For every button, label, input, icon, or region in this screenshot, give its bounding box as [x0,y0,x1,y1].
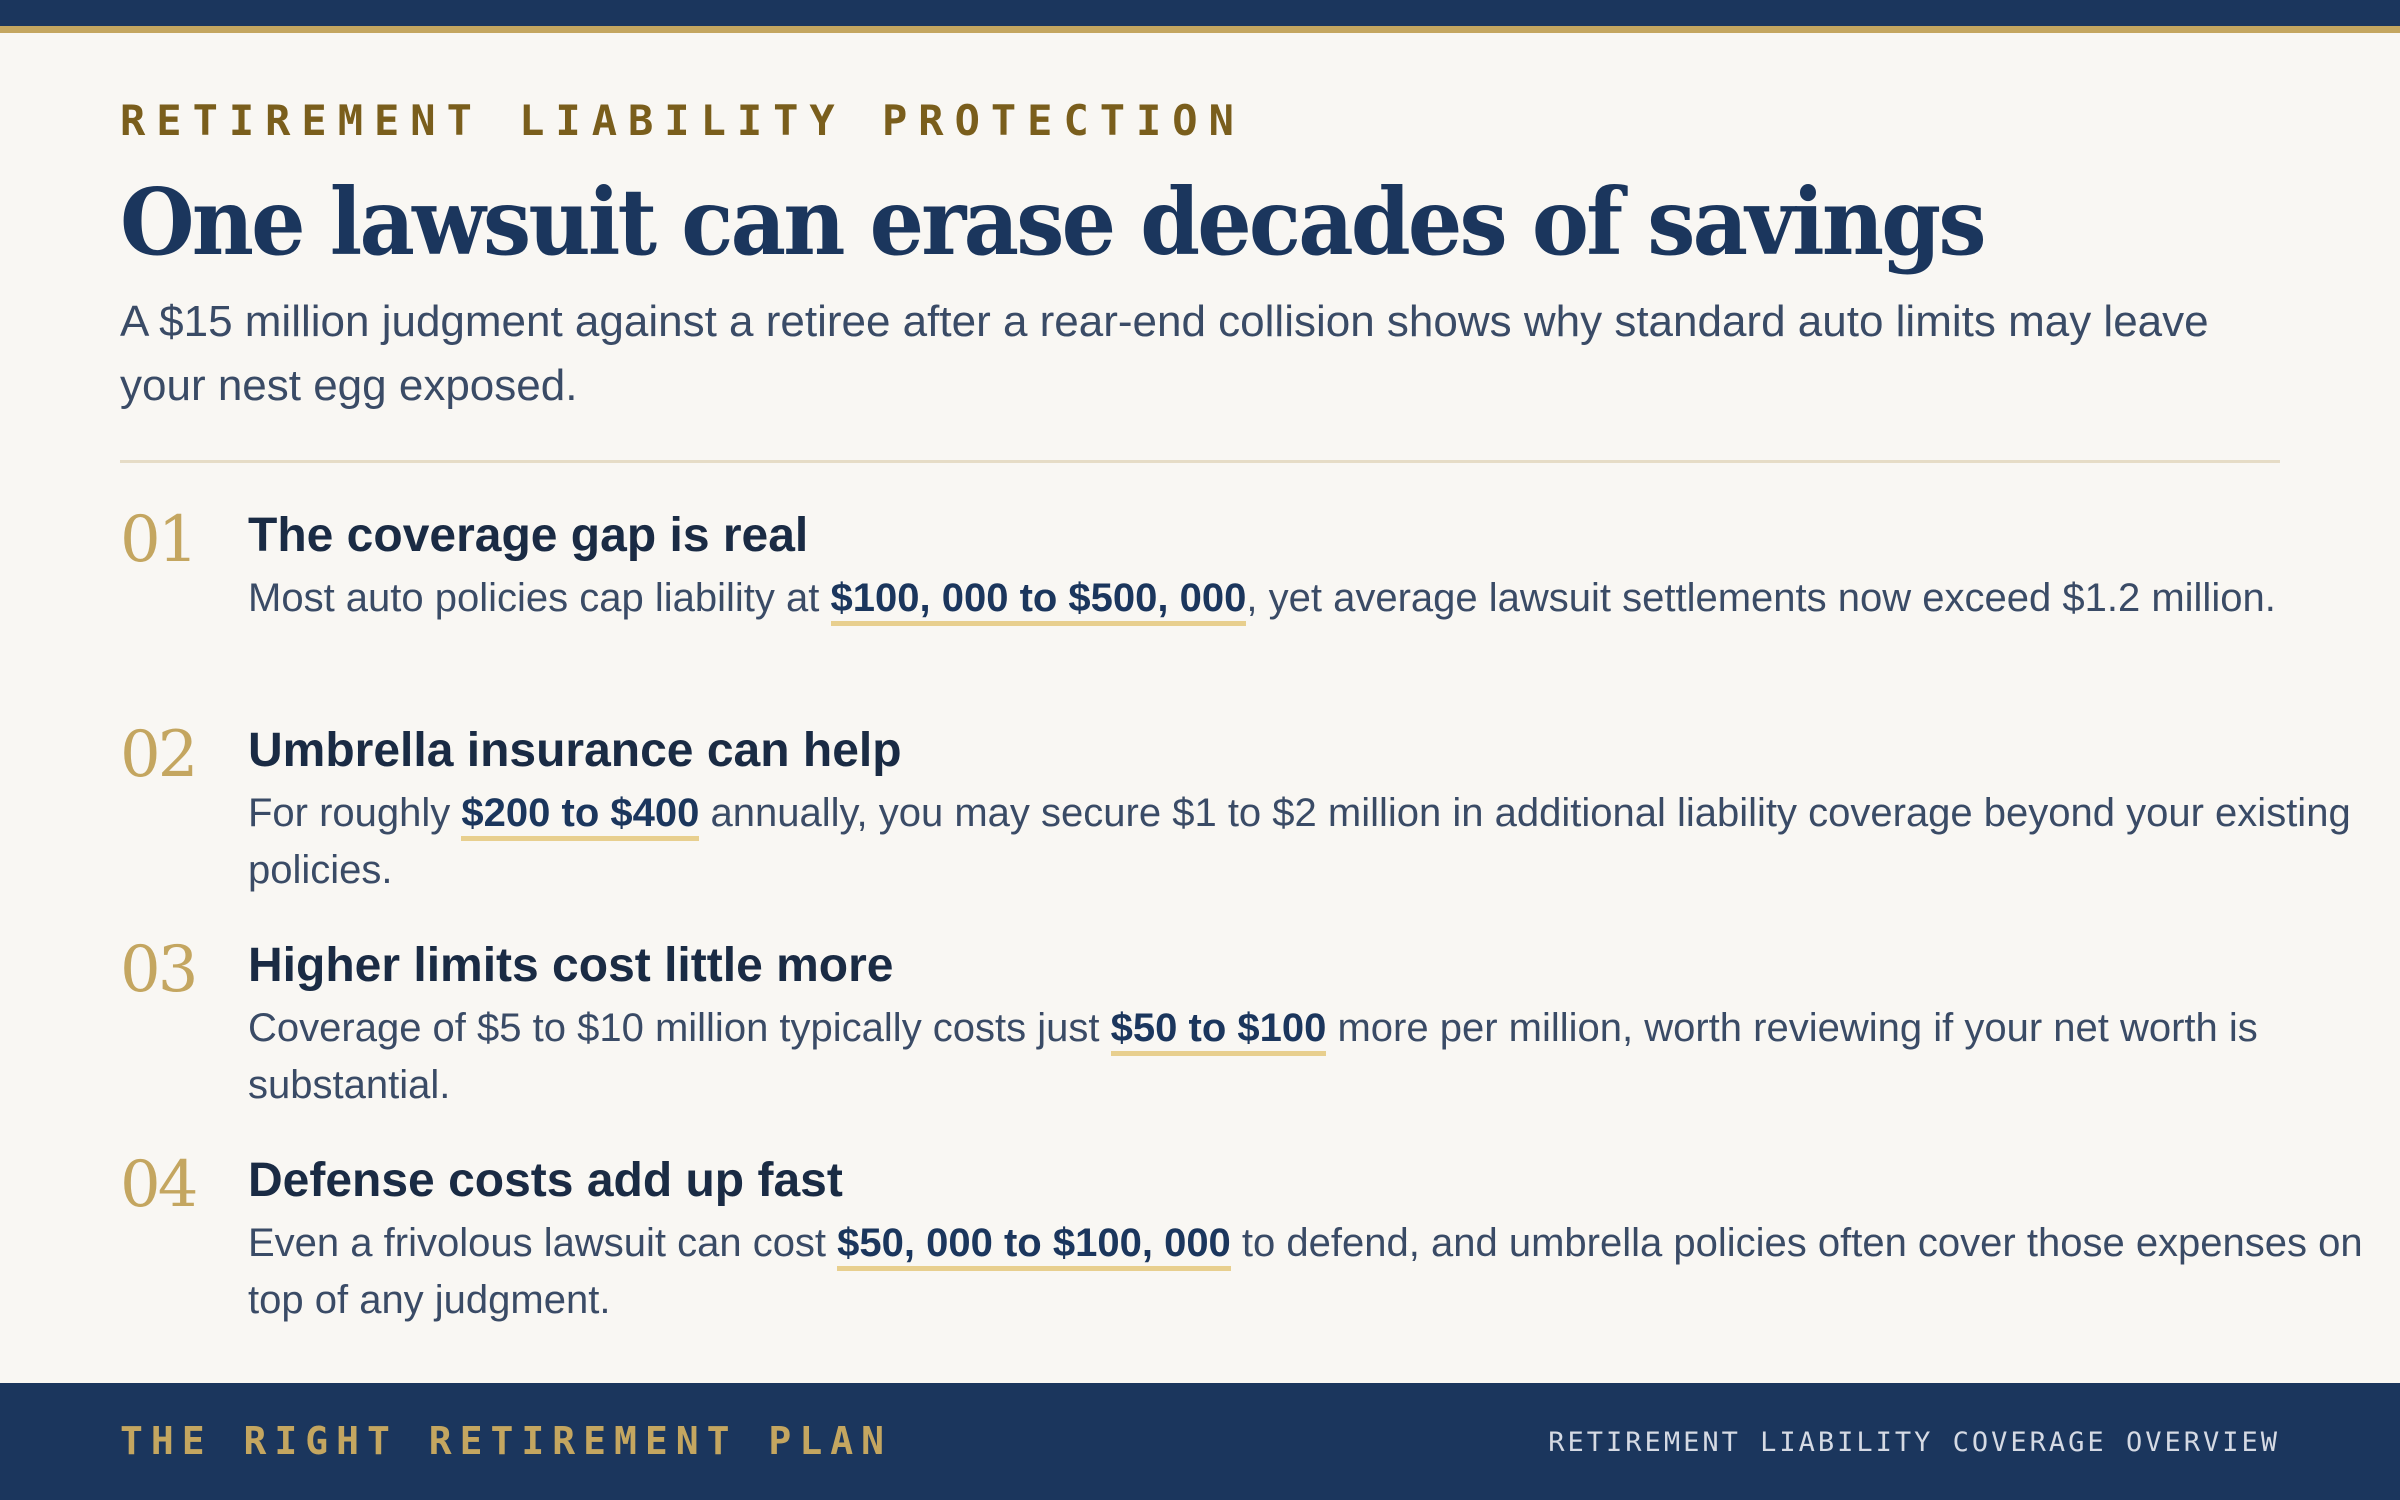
item-body-text: , yet average lawsuit settlements now exceed $1.2 million. [1246,576,2276,620]
item-body [248,570,2398,627]
footer-caption: RETIREMENT LIABILITY COVERAGE OVERVIEW [1548,1427,2280,1458]
item-title: The coverage gap is real [248,509,809,562]
item-title: Higher limits cost little more [248,939,894,992]
section-divider [120,460,2280,463]
list-item [120,1145,2363,1360]
item-highlight: $100, 000 to $500, 000 [831,576,1247,626]
item-body-text: more per million, worth reviewing if your net worth is substantial. [248,1006,2258,1107]
item-highlight: $50, 000 to $100, 000 [837,1221,1231,1271]
item-number: 04 [120,1148,196,1222]
item-body-text: Most auto policies cap liability at [248,576,831,620]
item-body [248,1215,2398,1329]
list-item [120,715,2351,930]
list-item [120,930,2280,1145]
item-number: 01 [120,503,196,577]
item-body-text: Coverage of $5 to $10 million typically costs just [248,1006,1111,1050]
item-number: 02 [120,718,196,792]
footer-brand: THE RIGHT RETIREMENT PLAN [120,1419,892,1463]
item-title: Umbrella insurance can help [248,724,902,777]
top-bar [0,0,2400,26]
item-body-text: annually, you may secure $1 to $2 million in additional liability coverage beyond your existing policies. [248,791,2351,892]
item-highlight: $50 to $100 [1111,1006,1327,1056]
footer-bar [0,1383,2400,1500]
eyebrow-label: RETIREMENT LIABILITY PROTECTION [120,96,1245,145]
item-body-text: to defend, and umbrella policies often cover those expenses on top of any judgment. [248,1221,2363,1322]
item-body-text: For roughly [248,791,462,835]
list-item [120,500,2280,715]
top-accent-rule [0,26,2400,33]
item-highlight: $200 to $400 [461,791,699,841]
item-number: 03 [120,933,196,1007]
page-title: One lawsuit can erase decades of savings [120,168,1984,276]
key-points-list [120,500,2363,1360]
item-title: Defense costs add up fast [248,1154,843,1207]
page-subtitle: A $15 million judgment against a retiree after a rear-end collision shows why standard auto limits may leave your nest egg exposed. [120,297,2209,410]
item-body [248,785,2398,899]
item-body [248,1000,2398,1114]
item-body-text: Even a frivolous lawsuit can cost [248,1221,838,1265]
